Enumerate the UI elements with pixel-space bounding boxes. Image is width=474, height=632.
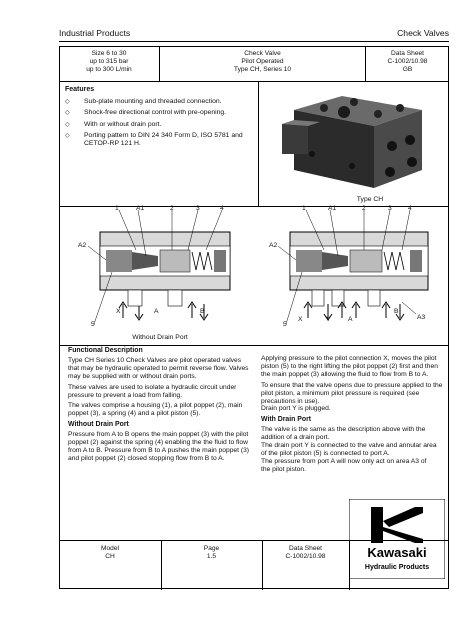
label-a2: A2 [78, 242, 87, 249]
label-5: 5 [91, 321, 95, 328]
logo-brand: Kawasaki [367, 545, 427, 560]
label-2: 2 [170, 205, 174, 212]
datasheet-line: C-1002/10.98 [387, 58, 428, 65]
label-x: X [298, 316, 303, 323]
paragraph: Type CH Series 10 Check Valves are pilot operated valves that may be hydraulic operated to permit reverse flow. Valves may be supplied with or without drain ports. [68, 356, 249, 380]
features-section [65, 86, 251, 151]
subheading-without-drain: Without Drain Port [68, 421, 129, 429]
flow-line: up to 300 L/min [86, 66, 132, 73]
top-bar [59, 28, 449, 42]
footer-label: Data Sheet [289, 545, 322, 552]
features-heading: Features [65, 86, 95, 93]
label-3: 3 [196, 205, 200, 212]
logo-tagline: Hydraulic Products [364, 564, 430, 571]
footer-page [161, 545, 262, 561]
paragraph: To ensure that the valve opens due to pressure applied to the pilot piston, a minimum pilot pressure is required (see precautions in use). [261, 381, 443, 405]
datasheet-line: GB [402, 66, 413, 73]
feature-item: ◇ Shock-free directional control with pre-opening. [65, 109, 251, 117]
footer [59, 540, 449, 589]
label-3: 3 [388, 205, 392, 212]
valve-diagram-without-drain [76, 206, 246, 334]
footer-value: C-1002/10.98 [285, 553, 326, 560]
datasheet-line: Data Sheet [391, 50, 424, 57]
paragraph: The valve is the same as the description above with the addition of a drain port. [261, 426, 426, 442]
photo-caption: Type CH [356, 196, 384, 203]
label-a1: A1 [136, 205, 145, 212]
label-b: B [394, 308, 399, 315]
label-a: A [348, 316, 353, 323]
label-4: 4 [220, 205, 224, 212]
footer-value: 1.5 [206, 553, 217, 560]
footer-value: CH [105, 553, 115, 560]
product-title [160, 46, 366, 81]
label-4: 4 [408, 205, 412, 212]
subheading-with-drain: With Drain Port [261, 416, 312, 424]
section-title: Industrial Products [59, 28, 131, 38]
title-block [59, 46, 449, 82]
paragraph: The drain port Y is connected to the valve and annular area of the pilot piston (5) is connected to port A. [261, 442, 437, 457]
feature-item: ◇ With or without drain port. [65, 121, 251, 129]
label-a3: A3 [417, 314, 426, 321]
diagram-caption: Without Drain Port [132, 334, 188, 341]
top-rule [59, 41, 449, 42]
paragraph: These valves are used to isolate a hydraulic circuit under pressure to prevent a load from falling. [68, 383, 237, 399]
product-line: Pilot Operated [241, 58, 284, 65]
label-2: 2 [362, 205, 366, 212]
paragraph: Drain port Y is plugged. [261, 405, 331, 413]
product-line: Check Valve [244, 50, 281, 57]
category-title: Check Valves [397, 28, 449, 38]
label-a1: A1 [328, 205, 337, 212]
paragraph: The pressure from port A will now only act on area A3 of the pilot piston. [261, 457, 427, 473]
pilot-description [261, 355, 443, 474]
valve-photo [282, 88, 432, 196]
label-5: 5 [283, 321, 287, 328]
paragraph: Pressure from A to B opens the main poppet (3) with the pilot poppet (2) against the spring (4) enabling the the fluid to flow from A to B. Pressure from B to A pushes the main poppet (3) and pilot poppet (2) closed stopping flow from B to A. [68, 431, 250, 462]
description-heading: Functional Description [68, 347, 143, 354]
label-b: B [200, 308, 205, 315]
paragraph: Applying pressure to the pilot connection X, moves the pilot piston (5) to the right lifting the pilot poppet (2) first and then the main poppet (3) allowing the fluid to flow from B to A. [261, 355, 438, 378]
label-x: X [116, 308, 121, 315]
paragraph: The valves comprise a housing (1), a pilot poppet (2), main poppet (3), a spring (4) and a pilot piston (5). [68, 402, 243, 418]
section-divider [59, 345, 449, 346]
footer-datasheet [262, 545, 349, 561]
footer-model [59, 545, 161, 561]
size-line: Size 6 to 30 [91, 50, 127, 57]
datasheet-id [366, 46, 449, 81]
pressure-line: up to 315 bar [89, 58, 129, 65]
footer-label: Page [203, 545, 220, 552]
label-1: 1 [115, 205, 119, 212]
label-a2: A2 [269, 242, 278, 249]
footer-separator [349, 541, 350, 590]
size-spec [59, 46, 160, 81]
product-line: Type CH, Series 10 [233, 66, 292, 73]
label-1: 1 [302, 205, 306, 212]
feature-item: ◇ Porting pattern to DIN 24 340 Form D, ISO 5781 and CETOP-RP 121 H. [65, 132, 251, 148]
footer-label: Model [101, 545, 119, 552]
features-divider [258, 82, 259, 206]
label-y: Y [326, 316, 331, 323]
label-a: A [154, 308, 159, 315]
functional-description [68, 347, 252, 466]
feature-item: ◇ Sub-plate mounting and threaded connection. [65, 98, 251, 106]
